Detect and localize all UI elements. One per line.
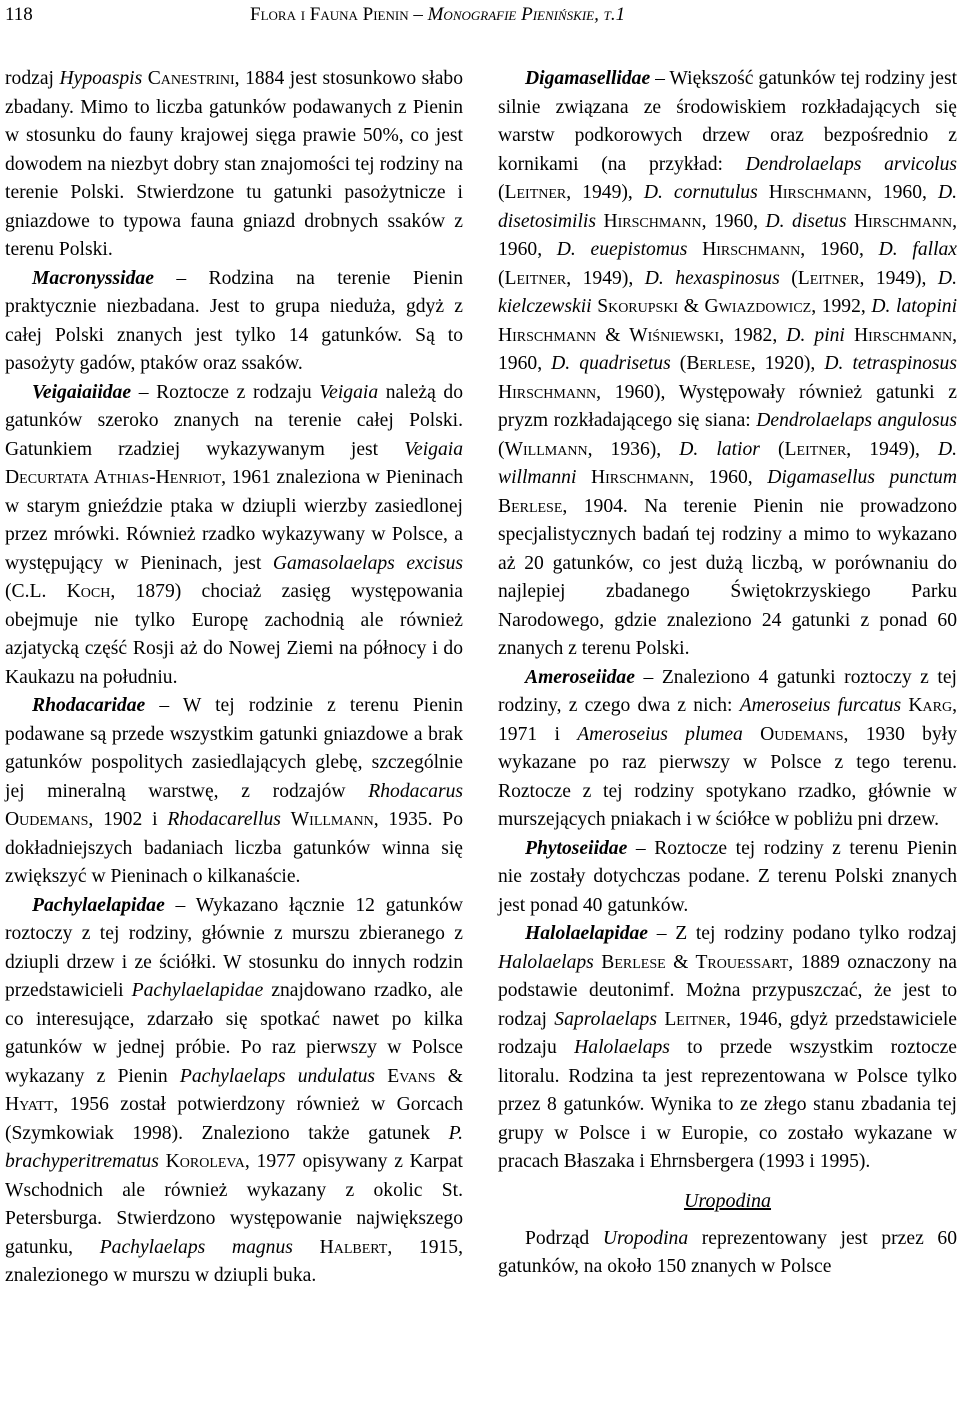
paragraph-veigaiaiidae: Veigaiaiidae – Roztocze z rodzaju Veigaia należą do gatunków szeroko znanych na terenie całej Polski. Gatunkiem rzadziej wykazywanym jest Veigaia Decurtata Athias-Henriot, 1961 znaleziona w Pieninach w starym gnieździe ptaka w dziupli wierzby zasiedlonej przez mrówki. Również rzadko wykazywany w Polsce, a występujący w Pieninach, jest Gamasolaelaps excisus (C.L. Koch, 1879) chociaż zasięg występowania obejmuje nie tylko Europę zachodnią ale również azjatycką część Rosji aż do Nowej Ziemi na północy i do Kaukazu na południu.: [5, 381, 463, 688]
paragraph-digamasellidae: Digamasellidae – Większość gatunków tej rodziny jest silnie związana ze środowiskiem rozkładających się warstw podkorowych drzew oraz bezpośrednio z kornikami (na przykład: Dendrolaelaps arvicolus (Leitner, 1949), D. cornutulus Hirschmann, 1960, D. disetosimilis Hirschmann, 1960, D. disetus Hirschmann, 1960, D. euepistomus Hirschmann, 1960, D. fallax (Leitner, 1949), D. hexaspinosus (Leitner, 1949), D. kielczewskii Skorupski & Gwiazdowicz, 1992, D. latopini Hirschmann & Wiśniewski, 1982, D. pini Hirschmann, 1960, D. quadrisetus (Berlese, 1920), D. tetraspinosus Hirschmann, 1960), Występowały również gatunki z pryzm rozkładającego się siana: Dendrolaelaps angulosus (Willmann, 1936), D. latior (Leitner, 1949), D. willmanni Hirschmann, 1960, Digamasellus punctum Berlese, 1904. Na terenie Pienin nie prowadzono specjalistycznych badań tej rodziny a mimo to wykazano aż 20 gatunków, co jest dużą liczbą, w porównaniu do najlepiej zbadanego Świętokrzyskiego Parku Narodowego, gdzie znaleziono 24 gatunki z ponad 60 znanych z terenu Polski.: [498, 68, 958, 659]
paragraph-halolaelapidae: Halolaelapidae – Z tej rodziny podano tylko rodzaj Halolaelaps Berlese & Trouessart, 1889 oznaczony na podstawie deutonimf. Można przypuszczać, że jest to rodzaj Saprolaelaps Leitner, 1946, gdyż przedstawiciele rodzaju Halolaelaps to przede wszystkim roztocze litoralu. Rodzina ta jest reprezentowana w Polsce tylko przez 8 gatunków. Wynika to ze złego stanu zbadania tej grupy w Polsce i w Europie, co zostało wykazane w pracach Błaszaka i Ehrnsbergera (1993 i 1995).: [498, 923, 957, 1172]
paragraph-pachylaelapidae: Pachylaelapidae – Wykazano łącznie 12 gatunków roztoczy z tej rodziny, głównie z murszu zbieranego z dziupli drzew i ze ściółki. W stosunku do innych rodzin przedstawicieli Pachylaelapidae znajdowano rzadko, ale co interesujące, zdarzało się spotkać nawet po kilka gatunków w jednej próbie. Po raz pierwszy w Polsce wykazany z Pienin Pachylaelaps undulatus Evans & Hyatt, 1956 został potwierdzony również w Gorcach (Szymkowiak 1998). Znaleziono także gatunek P. brachyperitrematus Koroleva, 1977 opisywany z Karpat Wschodnich ale również wykazany z okolic St. Petersburga. Stwierdzono występowanie największego gatunku, Pachylaelaps magnus Halbert, 1915, znalezionego w murszu w dziupli buka.: [5, 894, 463, 1286]
section-heading-uropodina: Uropodina: [683, 1189, 772, 1212]
paragraph-ameroseiidae: Ameroseiidae – Znaleziono 4 gatunki roztoczy z tej rodziny, z czego dwa z nich: Ameroseius furcatus Karg, 1971 i Ameroseius plumea Oudemans, 1930 były wykazane po raz pierwszy w Polsce z tego terenu. Roztocze z tej rodziny spotykano rzadko, głównie w murszejących pniakach i w ściółce w pobliżu pni drzew.: [498, 666, 957, 830]
paragraph-phytoseiidae: Phytoseiidae – Roztocze tej rodziny z terenu Pienin nie zostały dotychczas podane. Z terenu Polski znanych jest ponad 40 gatunków.: [498, 837, 957, 916]
page-number: 118: [5, 4, 33, 25]
running-title: Flora i Fauna Pienin – Monografie Pienińskie, t.1: [250, 4, 626, 25]
paragraph-uropodina: Podrząd Uropodina reprezentowany jest przez 60 gatunków, na około 150 znanych w Polsce: [498, 1227, 957, 1277]
paragraph-rhodacaridae: Rhodacaridae – W tej rodzinie z terenu Pienin podawane są przede wszystkim gatunki gniazdowe a brak gatunków pospolitych zasiedlających glebę, szczególnie jej mineralną warstwę, z rodzajów Rhodacarus Oudemans, 1902 i Rhodacarellus Willmann, 1935. Po dokładniejszych badaniach liczba gatunków winna się zwiększyć w Pieninach o kilkanaście.: [5, 695, 463, 887]
paragraph-macronyssidae: Macronyssidae – Rodzina na terenie Pienin praktycznie niezbadana. Jest to grupa nieduża, gdyż z całej Polski znanych jest tylko 14 gatunków. Są to pasożyty gadów, ptaków oraz ssaków.: [5, 267, 463, 374]
right-column: [498, 65, 957, 1282]
paragraph-hypoaspis: rodzaj Hypoaspis Canestrini, 1884 jest stosunkowo słabo zbadany. Mimo to liczba gatunków podawanych z Pienin w stosunku do fauny krajowej sięga prawie 50%, co jest dowodem na niezbyt dobry stan znajomości tej rodziny na terenie Polski. Stwierdzone tu gatunki pasożytnicze i gniazdowe to typowa fauna gniazd drobnych ssaków z terenu Polski.: [5, 68, 463, 260]
left-column: [5, 65, 463, 1291]
